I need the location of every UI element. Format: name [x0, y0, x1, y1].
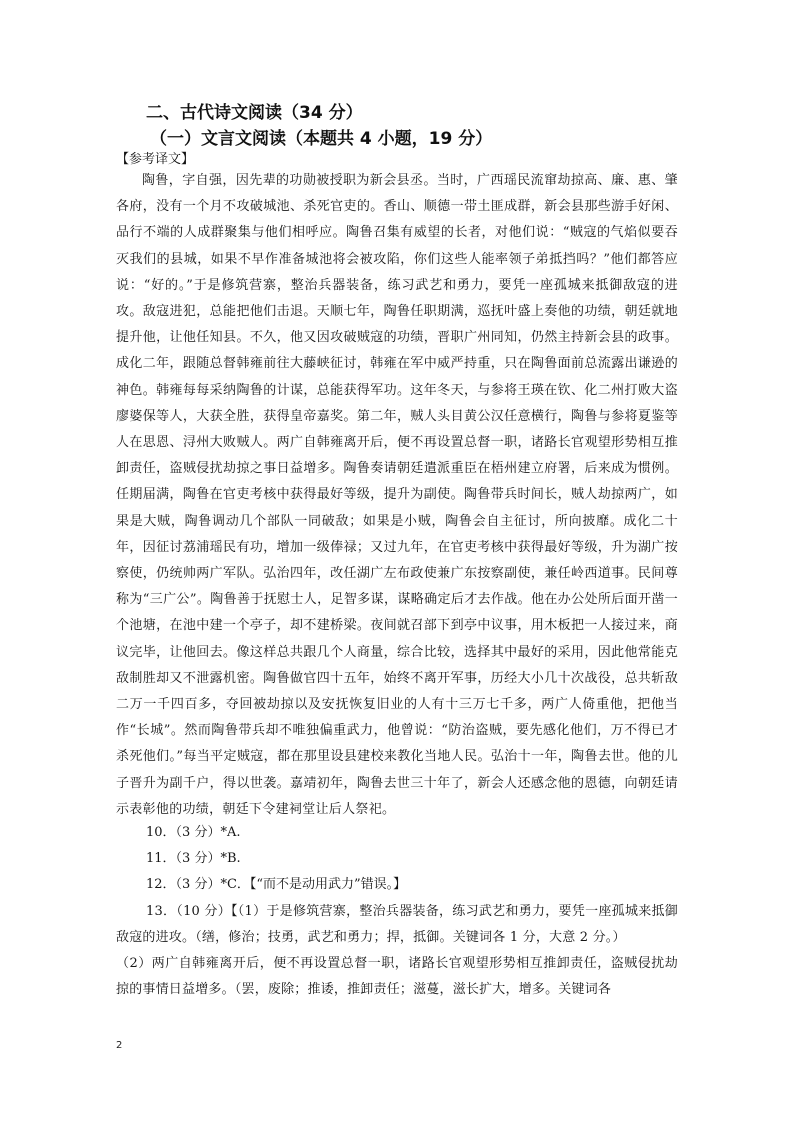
answer-q13-part2: （2）两广自韩雍离开后，便不再设置总督一职，诸路长官观望形势相互推卸责任，盗贼侵扰劫掠的事情日益增多。（罢，废除；推诿，推卸责任；滋蔓，滋长扩大，增多。关键词各 — [116, 956, 678, 998]
page-number: 2 — [116, 1040, 123, 1051]
reference-translation-label: 【参考译文】 — [116, 152, 195, 167]
answer-q12: 12．（3 分）*C．【“而不是动用武力”错误。】 — [146, 877, 407, 893]
subsection-title: （一）文言文阅读（本题共 4 小题，19 分） — [150, 129, 493, 149]
answer-list — [116, 820, 678, 1003]
section-title: 二、古代诗文阅读（34 分） — [146, 103, 363, 123]
answer-q13-part1: 13．（10 分）【（1）于是修筑营寨，整治兵器装备，练习武艺和勇力，要凭一座孤城来抵御敌寇的进攻。（缮，修治；技勇，武艺和勇力；捍，抵御。关键词各 1 分，大意 2 分。） — [116, 903, 678, 945]
answer-q11: 11．（3 分）*B. — [146, 851, 241, 867]
answer-q10: 10．（3 分）*A. — [146, 825, 241, 840]
translation-paragraph: 陶鲁，字自强，因先辈的功勋被授职为新会县丞。当时，广西瑶民流窜劫掠高、廉、惠、肇各府，没有一个月不攻破城池、杀死官吏的。香山、顺德一带土匪成群，新会县那些游手好闲、品行不端的人成群聚集与他们相呼应。陶鲁召集有威望的长者，对他们说：“贼寇的气焰似要吞灭我们的县城，如果不早作准备城池将会被攻陷，你们这些人能率领子弟抵挡吗？”他们都答应说：“好的。”于是修筑营寨，整治兵器装备，练习武艺和勇力，要凭一座孤城来抵御敌寇的进攻。敌寇进犯，总能把他们击退。天顺七年，陶鲁任职期满，巡抚叶盛上奏他的功绩，朝廷就地提升他，让他任知县。不久，他又因攻破贼寇的功绩，晋职广州同知，仍然主持新会县的政事。成化二年，跟随总督韩雍前往大藤峡征讨，韩雍在军中威严持重，只在陶鲁面前总流露出谦逊的神色。韩雍每每采纳陶鲁的计谋，总能获得军功。这年冬天，与参将王瑛在钦、化二州打败大盗廖婆保等人，大获全胜，获得皇帝嘉奖。第二年，贼人头目黄公汉任意横行，陶鲁与参将夏鉴等人在思恩、浔州大败贼人。两广自韩雍离开后，便不再设置总督一职，诸路长官观望形势相互推卸责任，盗贼侵扰劫掠之事日益增多。陶鲁奏请朝廷遣派重臣在梧州建立府署，后来成为惯例。任期届满，陶鲁在官吏考核中获得最好等级，提升为副使。陶鲁带兵时间长，贼人劫掠两广，如果是大贼，陶鲁调动几个部队一同破敌；如果是小贼，陶鲁会自主征讨，所向披靡。成化二十年，因征讨荔浦瑶民有功，增加一级俸禄；又过九年，在官吏考核中获得最好等级，升为湖广按察使，仍统帅两广军队。弘治四年，改任湖广左布政使兼广东按察副使，兼任岭西道事。民间尊称为“三广公”。陶鲁善于抚慰士人，足智多谋，谋略确定后才去作战。他在办公处所后面开凿一个池塘，在池中建一个亭子，却不建桥梁。夜间就召部下到亭中议事，用木板把一人接过来，商议完毕，让他回去。像这样总共跟几个人商量，综合比较，选择其中最好的采用，因此他常能克敌制胜却又不泄露机密。陶鲁做官四十五年，始终不离开军事，历经大小几十次战役，总共斩敌二万一千四百多，夺回被劫掠以及安抚恢复旧业的人有十三万七千多，两广人倚重他，把他当作“长城”。然而陶鲁带兵却不唯独偏重武力，他曾说：“防治盗贼，要先感化他们，万不得已才杀死他们。”每当平定贼寇，都在那里设县建校来教化当地人民。弘治十一年，陶鲁去世。他的儿子晋升为副千户，得以世袭。嘉靖初年，陶鲁去世三十年了，新会人还感念他的恩德，向朝廷请示表彰他的功绩，朝廷下令建祠堂让后人祭祀。 — [116, 173, 678, 817]
